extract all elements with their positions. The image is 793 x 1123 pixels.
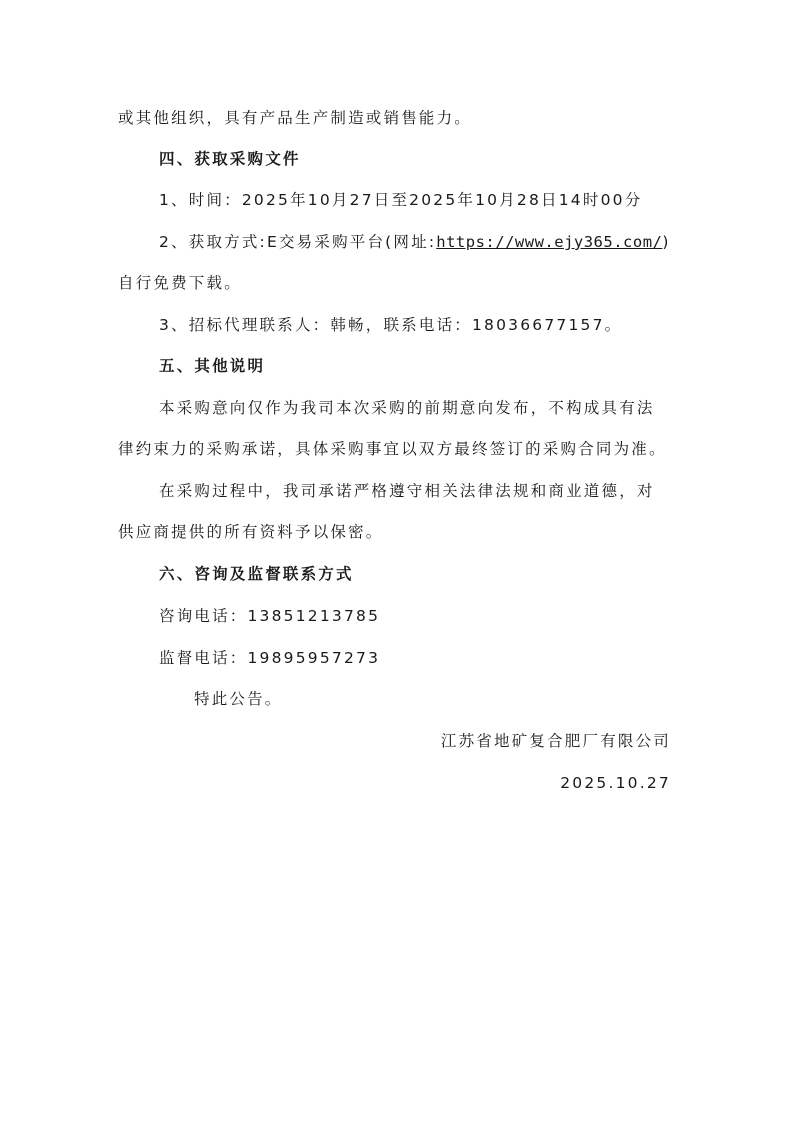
section-5-para-2-line-2: 供应商提供的所有资料予以保密。 bbox=[118, 523, 384, 541]
section-4-item-2-continued: 自行免费下载。 bbox=[118, 274, 242, 292]
section-6-heading: 六、咨询及监督联系方式 bbox=[159, 565, 354, 583]
section-4-item-3: 3、招标代理联系人：韩畅，联系电话：18036677157。 bbox=[159, 316, 623, 334]
supervise-phone: 监督电话：19895957273 bbox=[159, 649, 381, 667]
signature-date: 2025.10.27 bbox=[560, 774, 671, 792]
section-4-item-1: 1、时间：2025年10月27日至2025年10月28日14时00分 bbox=[159, 191, 643, 209]
closing-statement: 特此公告。 bbox=[194, 690, 283, 708]
consult-phone: 咨询电话：13851213785 bbox=[159, 607, 381, 625]
section-5-para-1-line-2: 律约束力的采购承诺，具体采购事宜以双方最终签订的采购合同为准。 bbox=[118, 440, 667, 458]
section-4-item-2 bbox=[159, 232, 671, 252]
item-2-suffix: ) bbox=[662, 233, 671, 251]
section-5-heading: 五、其他说明 bbox=[159, 357, 266, 375]
ejy365-link[interactable]: https://www.ejy365.com/ bbox=[436, 233, 663, 251]
item-2-prefix: 2、获取方式:E交易采购平台(网址: bbox=[159, 233, 437, 251]
section-4-heading: 四、获取采购文件 bbox=[159, 150, 301, 168]
section-5-para-1-line-1: 本采购意向仅作为我司本次采购的前期意向发布，不构成具有法 bbox=[159, 399, 655, 417]
section-5-para-2-line-1: 在采购过程中，我司承诺严格遵守相关法律法规和商业道德，对 bbox=[159, 482, 655, 500]
signature-company: 江苏省地矿复合肥厂有限公司 bbox=[440, 732, 671, 750]
continuation-text: 或其他组织，具有产品生产制造或销售能力。 bbox=[118, 109, 473, 127]
